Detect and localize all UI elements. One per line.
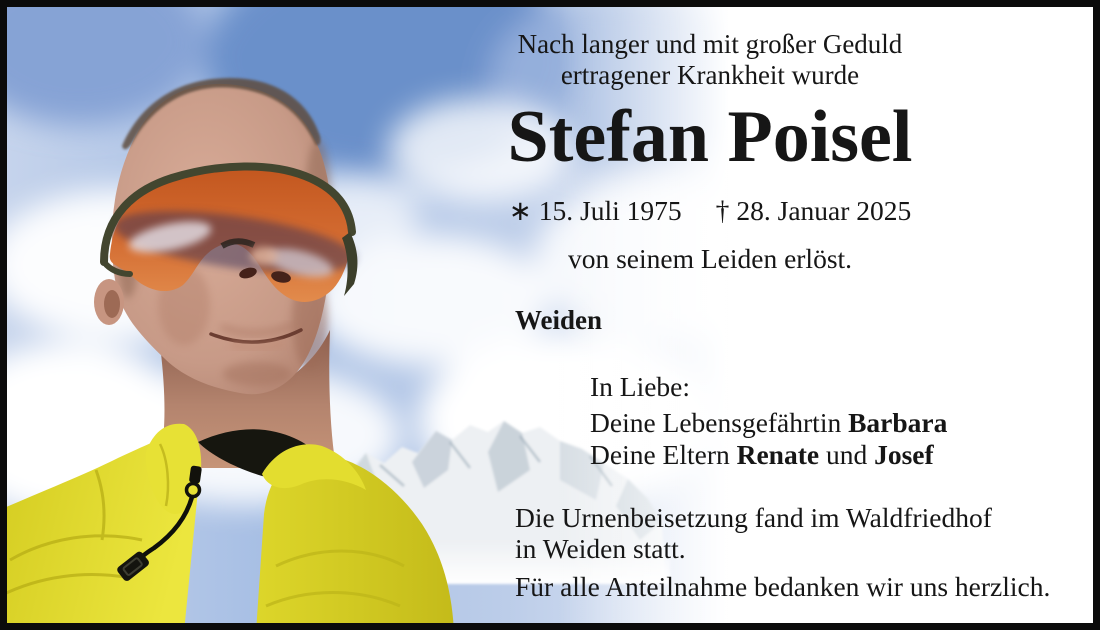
farewell-line-partner	[590, 407, 947, 439]
burial-info	[515, 503, 992, 564]
farewell-lines	[590, 407, 947, 470]
farewell-line-parents	[590, 439, 947, 471]
partner-prefix: Deine Lebensgefährtin	[590, 407, 849, 438]
birth-date-group	[509, 195, 682, 226]
farewell-heading: In Liebe:	[590, 371, 691, 402]
partner-name: Barbara	[848, 407, 948, 438]
death-cross-icon: †	[715, 195, 730, 226]
life-dates	[450, 196, 970, 226]
death-date: 28. Januar 2025	[736, 195, 912, 226]
intro-line2: ertragener Krankheit wurde	[560, 60, 860, 90]
burial-line2: in Weiden statt.	[515, 532, 686, 564]
intro-line1: Nach langer und mit großer Geduld	[517, 29, 903, 59]
ear	[94, 279, 124, 325]
parents-prefix: Deine Eltern	[590, 438, 737, 470]
place-name: Weiden	[515, 305, 603, 335]
death-date-group	[716, 195, 912, 226]
release-line: von seinem Leiden erlöst.	[567, 243, 853, 274]
birth-date: 15. Juli 1975	[538, 195, 682, 226]
intro-text	[450, 29, 970, 91]
deceased-name: Stefan Poisel	[507, 96, 913, 178]
parent-name-2: Josef	[874, 438, 934, 470]
birth-star-icon: ∗	[508, 195, 532, 226]
thanks-line: Für alle Anteilnahme bedanken wir uns herzlich.	[515, 571, 1051, 602]
parent-name-1: Renate	[736, 438, 820, 470]
parents-conjunction: und	[819, 438, 875, 470]
burial-line1: Die Urnenbeisetzung fand im Waldfriedhof	[515, 502, 992, 533]
